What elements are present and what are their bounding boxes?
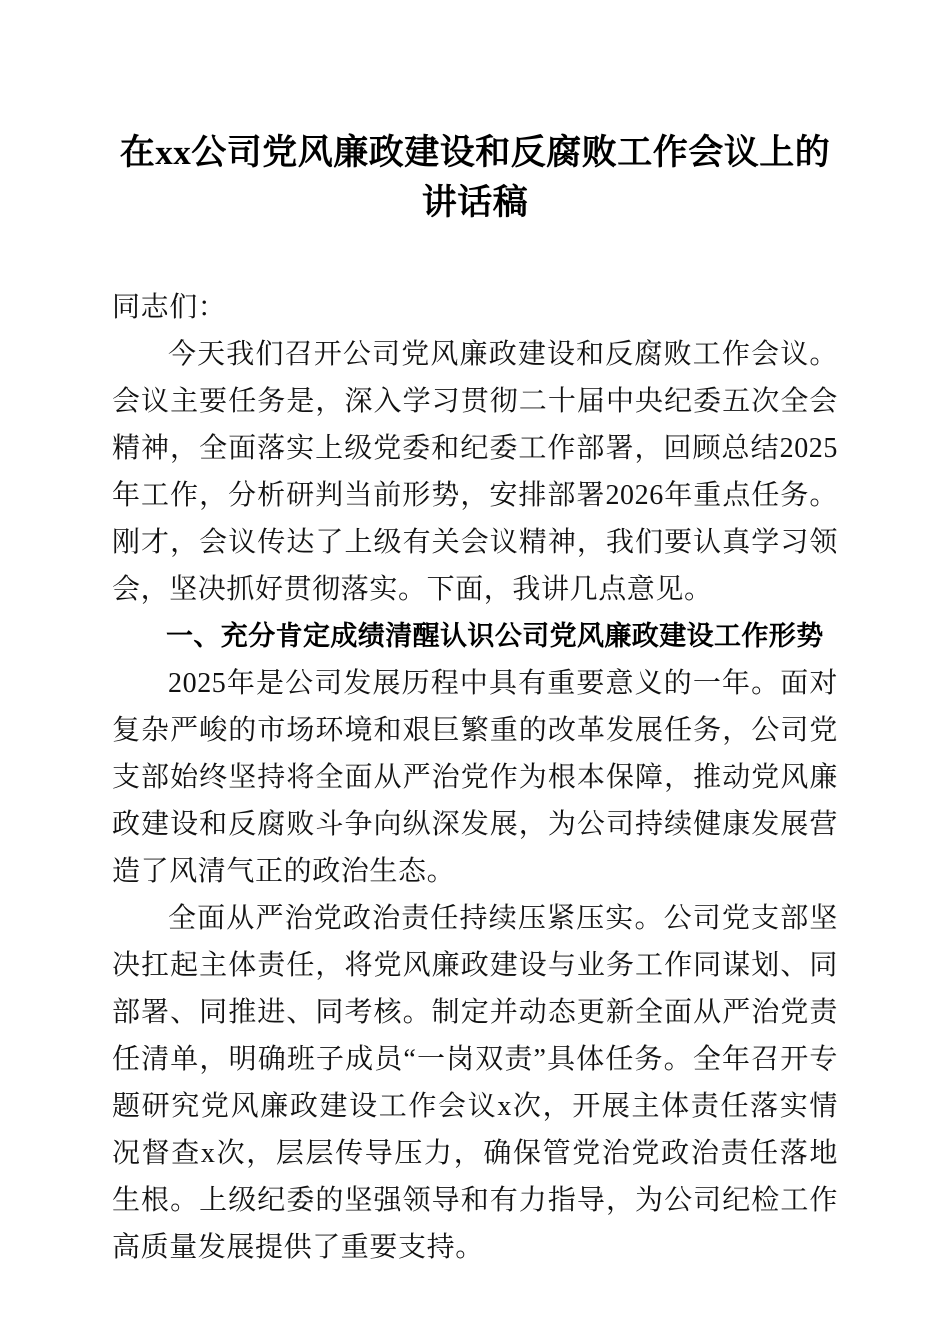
- paragraph-achievements: 2025年是公司发展历程中具有重要意义的一年。面对复杂严峻的市场环境和艰巨繁重的改革发展任务，公司党支部始终坚持将全面从严治党作为根本保障，推动党风廉政建设和反腐败斗争向纵深发展，为公司持续健康发展营造了风清气正的政治生态。: [112, 668, 838, 887]
- section-heading-one: 一、充分肯定成绩清醒认识公司党风廉政建设工作形势: [166, 621, 824, 651]
- page-title: 在xx公司党风廉政建设和反腐败工作会议上的讲话稿: [119, 133, 831, 222]
- document-content: [112, 0, 838, 1271]
- salutation: 同志们：: [112, 292, 227, 323]
- paragraph-responsibility: 全面从严治党政治责任持续压紧压实。公司党支部坚决扛起主体责任，将党风廉政建设与业务工作同谋划、同部署、同推进、同考核。制定并动态更新全面从严治党责任清单，明确班子成员“一岗双责”具体任务。全年召开专题研究党风廉政建设工作会议x次，开展主体责任落实情况督查x次，层层传导压力，确保管党治党政治责任落地生根。上级纪委的坚强领导和有力指导，为公司纪检工作高质量发展提供了重要支持。: [112, 903, 838, 1263]
- paragraph-intro: 今天我们召开公司党风廉政建设和反腐败工作会议。会议主要任务是，深入学习贯彻二十届中央纪委五次全会精神，全面落实上级党委和纪委工作部署，回顾总结2025年工作，分析研判当前形势，安排部署2026年重点任务。刚才，会议传达了上级有关会议精神，我们要认真学习领会，坚决抓好贯彻落实。下面，我讲几点意见。: [112, 339, 838, 605]
